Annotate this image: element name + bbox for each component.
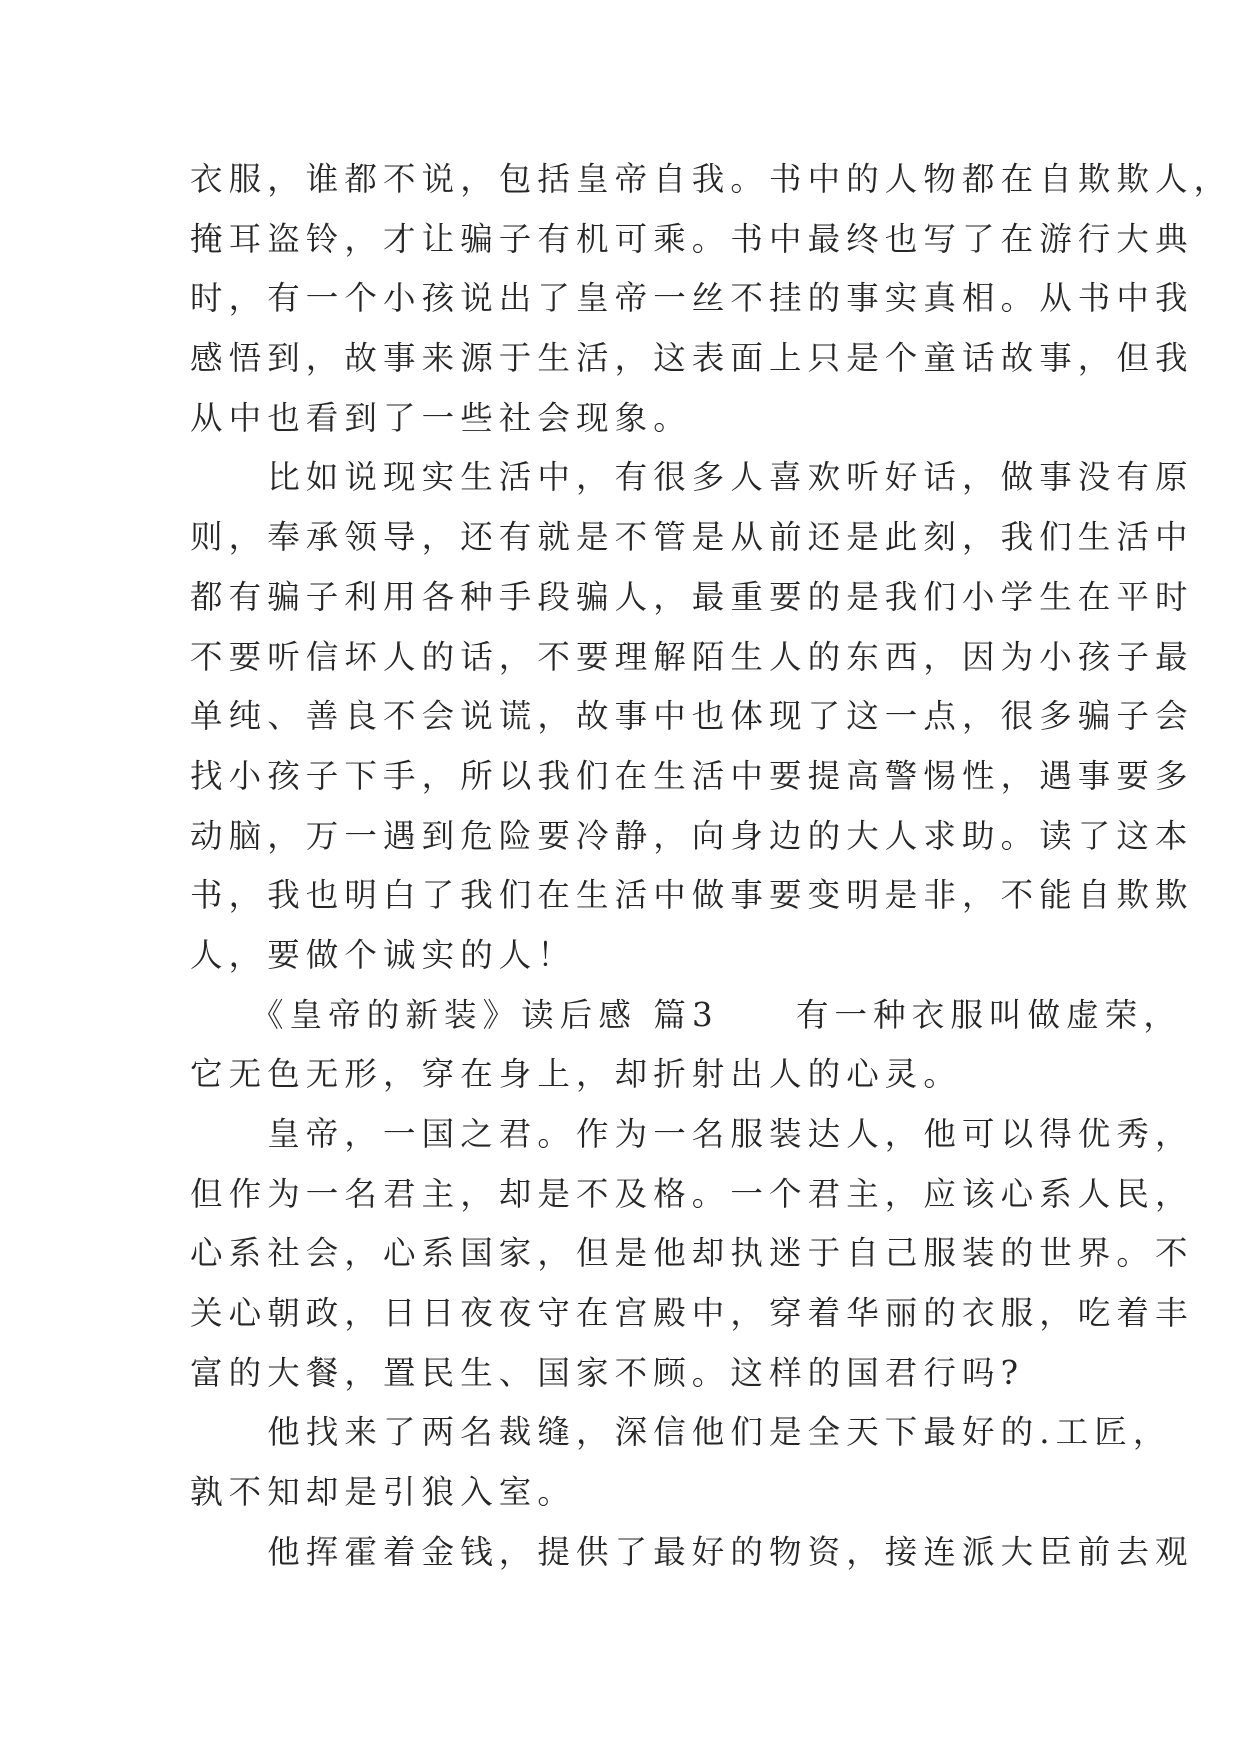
text-line: 富的大餐，置民生、国家不顾。这样的国君行吗?: [190, 1353, 1025, 1392]
text-line: 衣服，谁都不说，包括皇帝自我。书中的人物都在自欺欺人，: [190, 160, 1233, 198]
text-line: 皇帝，一国之君。作为一名服装达人，他可以得优秀，: [190, 1115, 1194, 1153]
text-line: 人，要做个诚实的人！: [190, 935, 577, 974]
text-line: 则，奉承领导，还有就是不管是从前还是此刻，我们生活中: [190, 518, 1194, 557]
text-line: 他找来了两名裁缝，深信他们是全天下最好的.工匠，: [190, 1413, 1172, 1452]
text-line: 书，我也明白了我们在生活中做事要变明是非，不能自欺欺: [190, 876, 1194, 915]
text-line: 关心朝政，日日夜夜守在宫殿中，穿着华丽的衣服，吃着丰: [190, 1294, 1194, 1333]
text-line: 孰不知却是引狼入室。: [190, 1473, 577, 1512]
text-line: 但作为一名君主，却是不及格。一个君主，应该心系人民，: [190, 1174, 1194, 1213]
section-heading-line: 《皇帝的新装》读后感 篇3 有一种衣服叫做虚荣，: [190, 995, 1182, 1034]
document-body: [190, 150, 1233, 1583]
text-line: 感悟到，故事来源于生活，这表面上只是个童话故事，但我: [190, 339, 1194, 378]
text-line: 比如说现实生活中，有很多人喜欢听好话，做事没有原: [190, 458, 1194, 497]
text-line: 心系社会，心系国家，但是他却执迷于自己服装的世界。不: [190, 1234, 1194, 1273]
text-line: 动脑，万一遇到危险要冷静，向身边的大人求助。读了这本: [190, 816, 1194, 855]
text-line: 从中也看到了一些社会现象。: [190, 398, 692, 437]
text-line: 找小孩子下手，所以我们在生活中要提高警惕性，遇事要多: [190, 756, 1194, 795]
text-line: 他挥霍着金钱，提供了最好的物资，接连派大臣前去观: [190, 1532, 1194, 1571]
text-line: 掩耳盗铃，才让骗子有机可乘。书中最终也写了在游行大典: [190, 219, 1194, 258]
text-line: 它无色无形，穿在身上，却折射出人的心灵。: [190, 1055, 963, 1094]
text-line: 都有骗子利用各种手段骗人，最重要的是我们小学生在平时: [190, 577, 1194, 616]
text-line: 不要听信坏人的话，不要理解陌生人的东西，因为小孩子最: [190, 637, 1194, 676]
text-line: 单纯、善良不会说谎，故事中也体现了这一点，很多骗子会: [190, 697, 1194, 736]
text-line: 时，有一个小孩说出了皇帝一丝不挂的事实真相。从书中我: [190, 279, 1194, 318]
